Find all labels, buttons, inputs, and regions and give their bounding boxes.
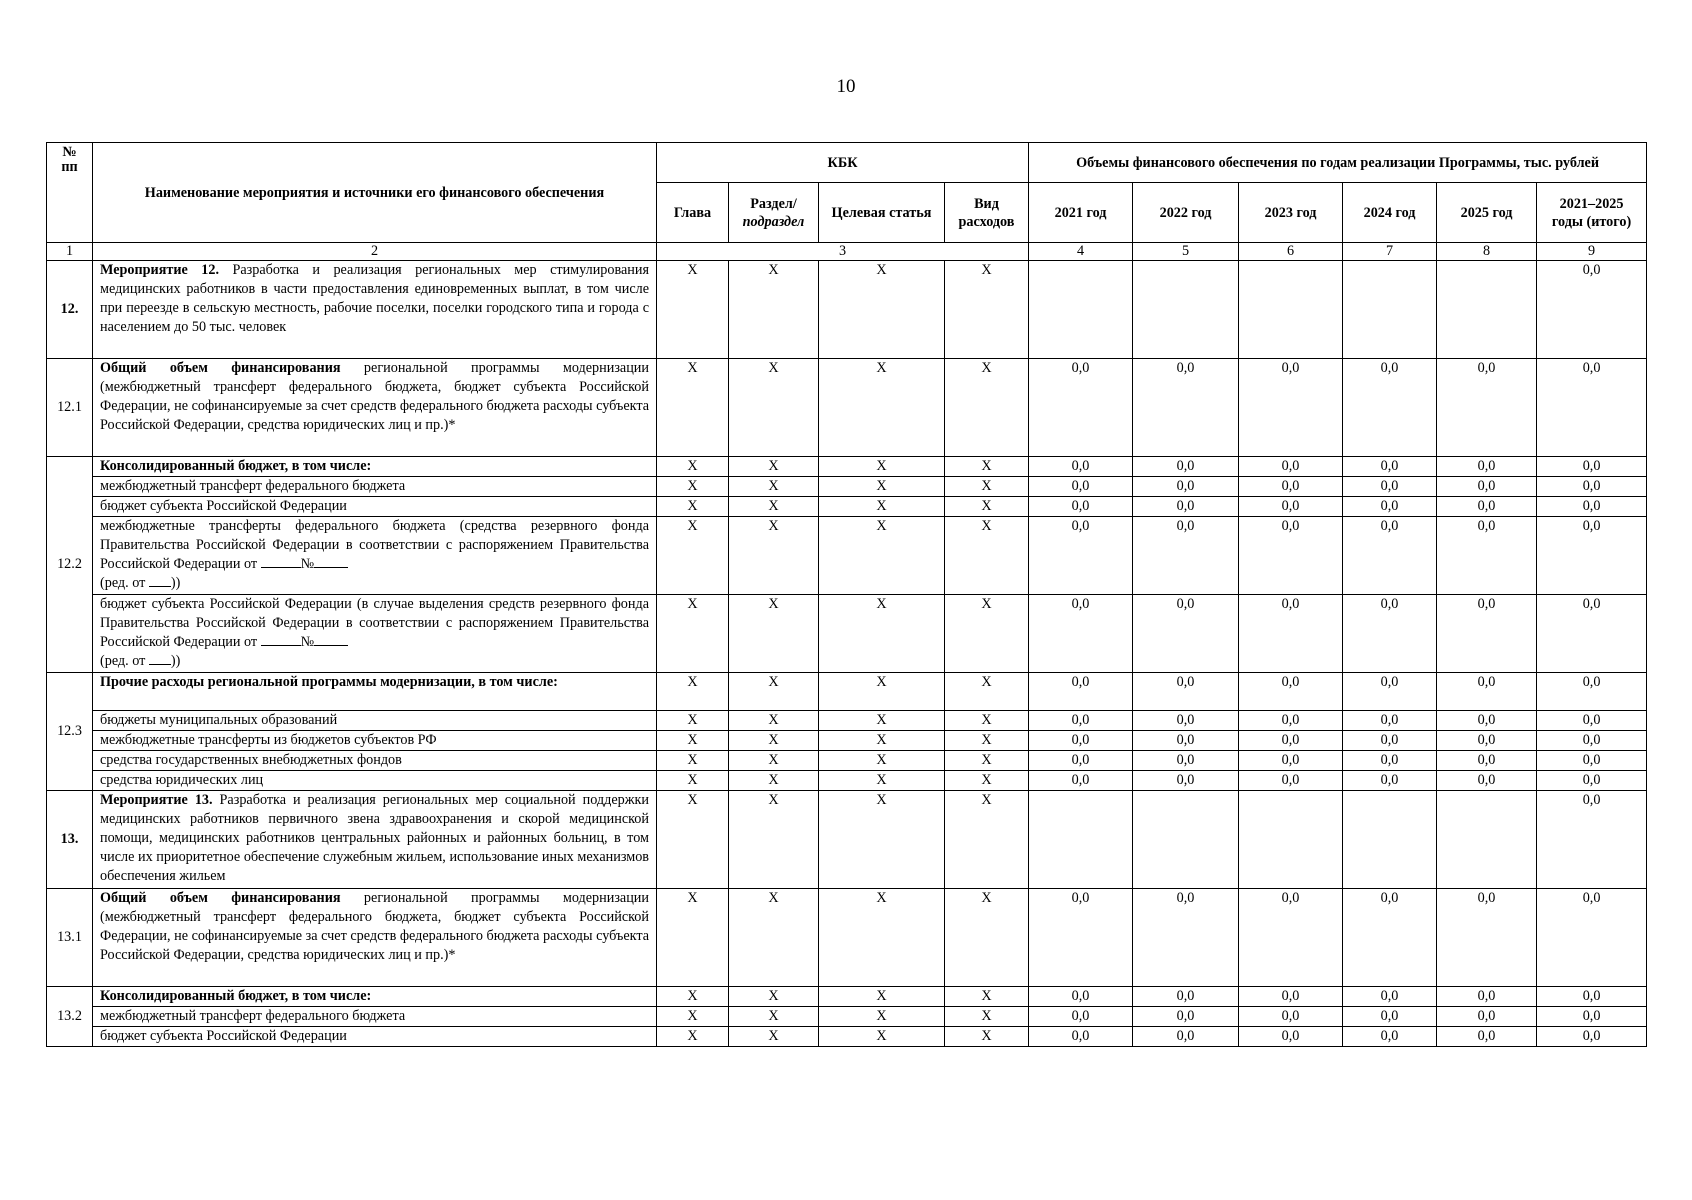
row-name: межбюджетный трансферт федерального бюджета xyxy=(93,477,657,497)
table-row: средства юридических лиц X X X X 0,0 0,0 0,0 0,0 0,0 0,0 xyxy=(47,771,1647,791)
kbk-razdel: X xyxy=(729,261,819,359)
row-name: Мероприятие 12. Разработка и реализация региональных мер стимулирования медицинских работников в части предоставления единовременных выплат, в том числе при переезде в сельскую местность, рабочие поселки, поселки городского типа и города с населением до 50 тыс. человек xyxy=(93,261,657,359)
row-name: межбюджетные трансферты из бюджетов субъектов РФ xyxy=(93,731,657,751)
row-name: Консолидированный бюджет, в том числе: xyxy=(93,457,657,477)
header-funding: Объемы финансового обеспечения по годам реализации Программы, тыс. рублей xyxy=(1029,143,1647,183)
row-number: 12. xyxy=(47,261,93,359)
row-name: бюджеты муниципальных образований xyxy=(93,711,657,731)
row-number: 12.2 xyxy=(47,457,93,673)
header-kbk: КБК xyxy=(657,143,1029,183)
index-cell: 8 xyxy=(1437,243,1537,261)
table-row xyxy=(47,261,1647,359)
table-row: бюджет субъекта Российской Федерации (в случае выделения средств резервного фонда Правительства Российской Федерации в соответствии с распоряжением Правительства Российской Федерации от № (ред. от )) X X X X 0,0 0,0 0,0 0,0 0,0 0,0 xyxy=(47,595,1647,673)
index-cell: 7 xyxy=(1343,243,1437,261)
value-total: 0,0 xyxy=(1537,261,1647,359)
header-total: 2021–2025 годы (итого) xyxy=(1537,183,1647,243)
table-row: 13. Мероприятие 13. Разработка и реализация региональных мер социальной поддержки медицинских работников первичного звена здравоохранения и скорой медицинской помощи, медицинских работников центральных районных и районных больниц, в том числе их приоритетное обеспечение служебным жильем, использование иных механизмов обеспечения жильем X X X X 0,0 xyxy=(47,791,1647,889)
row-name: бюджет субъекта Российской Федерации (в случае выделения средств резервного фонда Правительства Российской Федерации в соответствии с распоряжением Правительства Российской Федерации от № (ред. от )) xyxy=(93,595,657,673)
header-row-1 xyxy=(47,143,1647,183)
row-number: 12.1 xyxy=(47,359,93,457)
table-row: межбюджетный трансферт федерального бюджета X X X X 0,0 0,0 0,0 0,0 0,0 0,0 xyxy=(47,1007,1647,1027)
table-row: 12.1 Общий объем финансирования региональной программы модернизации (межбюджетный трансферт федерального бюджета, бюджет субъекта Российской Федерации, не софинансируемые за счет средств федерального бюджета расходы субъекта Российской Федерации, средства юридических лиц и пр.)* X X X X 0,0 0,0 0,0 0,0 0,0 0,0 xyxy=(47,359,1647,457)
row-number: 12.3 xyxy=(47,673,93,791)
index-cell: 4 xyxy=(1029,243,1133,261)
funding-table xyxy=(46,142,1647,1047)
row-name: бюджет субъекта Российской Федерации xyxy=(93,497,657,517)
row-name: Консолидированный бюджет, в том числе: xyxy=(93,987,657,1007)
row-name: средства государственных внебюджетных фондов xyxy=(93,751,657,771)
header-2025: 2025 год xyxy=(1437,183,1537,243)
header-2023: 2023 год xyxy=(1239,183,1343,243)
header-2022: 2022 год xyxy=(1133,183,1239,243)
table-row: 12.2 Консолидированный бюджет, в том числе: X X X X 0,0 0,0 0,0 0,0 0,0 0,0 xyxy=(47,457,1647,477)
index-cell: 9 xyxy=(1537,243,1647,261)
index-cell: 1 xyxy=(47,243,93,261)
table-row: бюджет субъекта Российской Федерации X X X X 0,0 0,0 0,0 0,0 0,0 0,0 xyxy=(47,1027,1647,1047)
kbk-celevaya: X xyxy=(819,261,945,359)
row-name: бюджет субъекта Российской Федерации xyxy=(93,1027,657,1047)
index-cell: 3 xyxy=(657,243,1029,261)
header-no: № пп xyxy=(47,143,93,243)
header-razdel: Раздел/ подраздел xyxy=(729,183,819,243)
value-total: 0,0 xyxy=(1537,791,1647,889)
table-row: бюджеты муниципальных образований X X X X 0,0 0,0 0,0 0,0 0,0 0,0 xyxy=(47,711,1647,731)
table-row: межбюджетные трансферты из бюджетов субъектов РФ X X X X 0,0 0,0 0,0 0,0 0,0 0,0 xyxy=(47,731,1647,751)
header-2021: 2021 год xyxy=(1029,183,1133,243)
index-row xyxy=(47,243,1647,261)
row-name: Прочие расходы региональной программы модернизации, в том числе: xyxy=(93,673,657,711)
row-name: Общий объем финансирования региональной программы модернизации (межбюджетный трансферт федерального бюджета, бюджет субъекта Российской Федерации, не софинансируемые за счет средств федерального бюджета расходы субъекта Российской Федерации, средства юридических лиц и пр.)* xyxy=(93,889,657,987)
row-number: 13.2 xyxy=(47,987,93,1047)
row-name: Мероприятие 13. Разработка и реализация региональных мер социальной поддержки медицинских работников первичного звена здравоохранения и скорой медицинской помощи, медицинских работников центральных районных и районных больниц, в том числе их приоритетное обеспечение служебным жильем, использование иных механизмов обеспечения жильем xyxy=(93,791,657,889)
header-vid: Вид расходов xyxy=(945,183,1029,243)
index-cell: 6 xyxy=(1239,243,1343,261)
row-number: 13. xyxy=(47,791,93,889)
table-row: 13.2 Консолидированный бюджет, в том числе: X X X X 0,0 0,0 0,0 0,0 0,0 0,0 xyxy=(47,987,1647,1007)
row-name: межбюджетный трансферт федерального бюджета xyxy=(93,1007,657,1027)
kbk-glava: X xyxy=(657,261,729,359)
header-glava: Глава xyxy=(657,183,729,243)
table-row: 13.1 Общий объем финансирования региональной программы модернизации (межбюджетный трансферт федерального бюджета, бюджет субъекта Российской Федерации, не софинансируемые за счет средств федерального бюджета расходы субъекта Российской Федерации, средства юридических лиц и пр.)* X X X X 0,0 0,0 0,0 0,0 0,0 0,0 xyxy=(47,889,1647,987)
row-name: Общий объем финансирования региональной программы модернизации (межбюджетный трансферт федерального бюджета, бюджет субъекта Российской Федерации, не софинансируемые за счет средств федерального бюджета расходы субъекта Российской Федерации, средства юридических лиц и пр.)* xyxy=(93,359,657,457)
table-row: бюджет субъекта Российской Федерации X X X X 0,0 0,0 0,0 0,0 0,0 0,0 xyxy=(47,497,1647,517)
header-celevaya: Целевая статья xyxy=(819,183,945,243)
page-number: 10 xyxy=(836,76,856,97)
row-name: межбюджетные трансферты федерального бюджета (средства резервного фонда Правительства Российской Федерации в соответствии с распоряжением Правительства Российской Федерации от № (ред. от )) xyxy=(93,517,657,595)
table-row: 12.3 Прочие расходы региональной программы модернизации, в том числе: X X X X 0,0 0,0 0,0 0,0 0,0 0,0 xyxy=(47,673,1647,711)
index-cell: 5 xyxy=(1133,243,1239,261)
row-number: 13.1 xyxy=(47,889,93,987)
table-row: межбюджетные трансферты федерального бюджета (средства резервного фонда Правительства Российской Федерации в соответствии с распоряжением Правительства Российской Федерации от № (ред. от )) X X X X 0,0 0,0 0,0 0,0 0,0 0,0 xyxy=(47,517,1647,595)
kbk-vid: X xyxy=(945,261,1029,359)
table-row: межбюджетный трансферт федерального бюджета X X X X 0,0 0,0 0,0 0,0 0,0 0,0 xyxy=(47,477,1647,497)
index-cell: 2 xyxy=(93,243,657,261)
header-name: Наименование мероприятия и источники его финансового обеспечения xyxy=(93,143,657,243)
header-2024: 2024 год xyxy=(1343,183,1437,243)
table-row: средства государственных внебюджетных фондов X X X X 0,0 0,0 0,0 0,0 0,0 0,0 xyxy=(47,751,1647,771)
row-name: средства юридических лиц xyxy=(93,771,657,791)
